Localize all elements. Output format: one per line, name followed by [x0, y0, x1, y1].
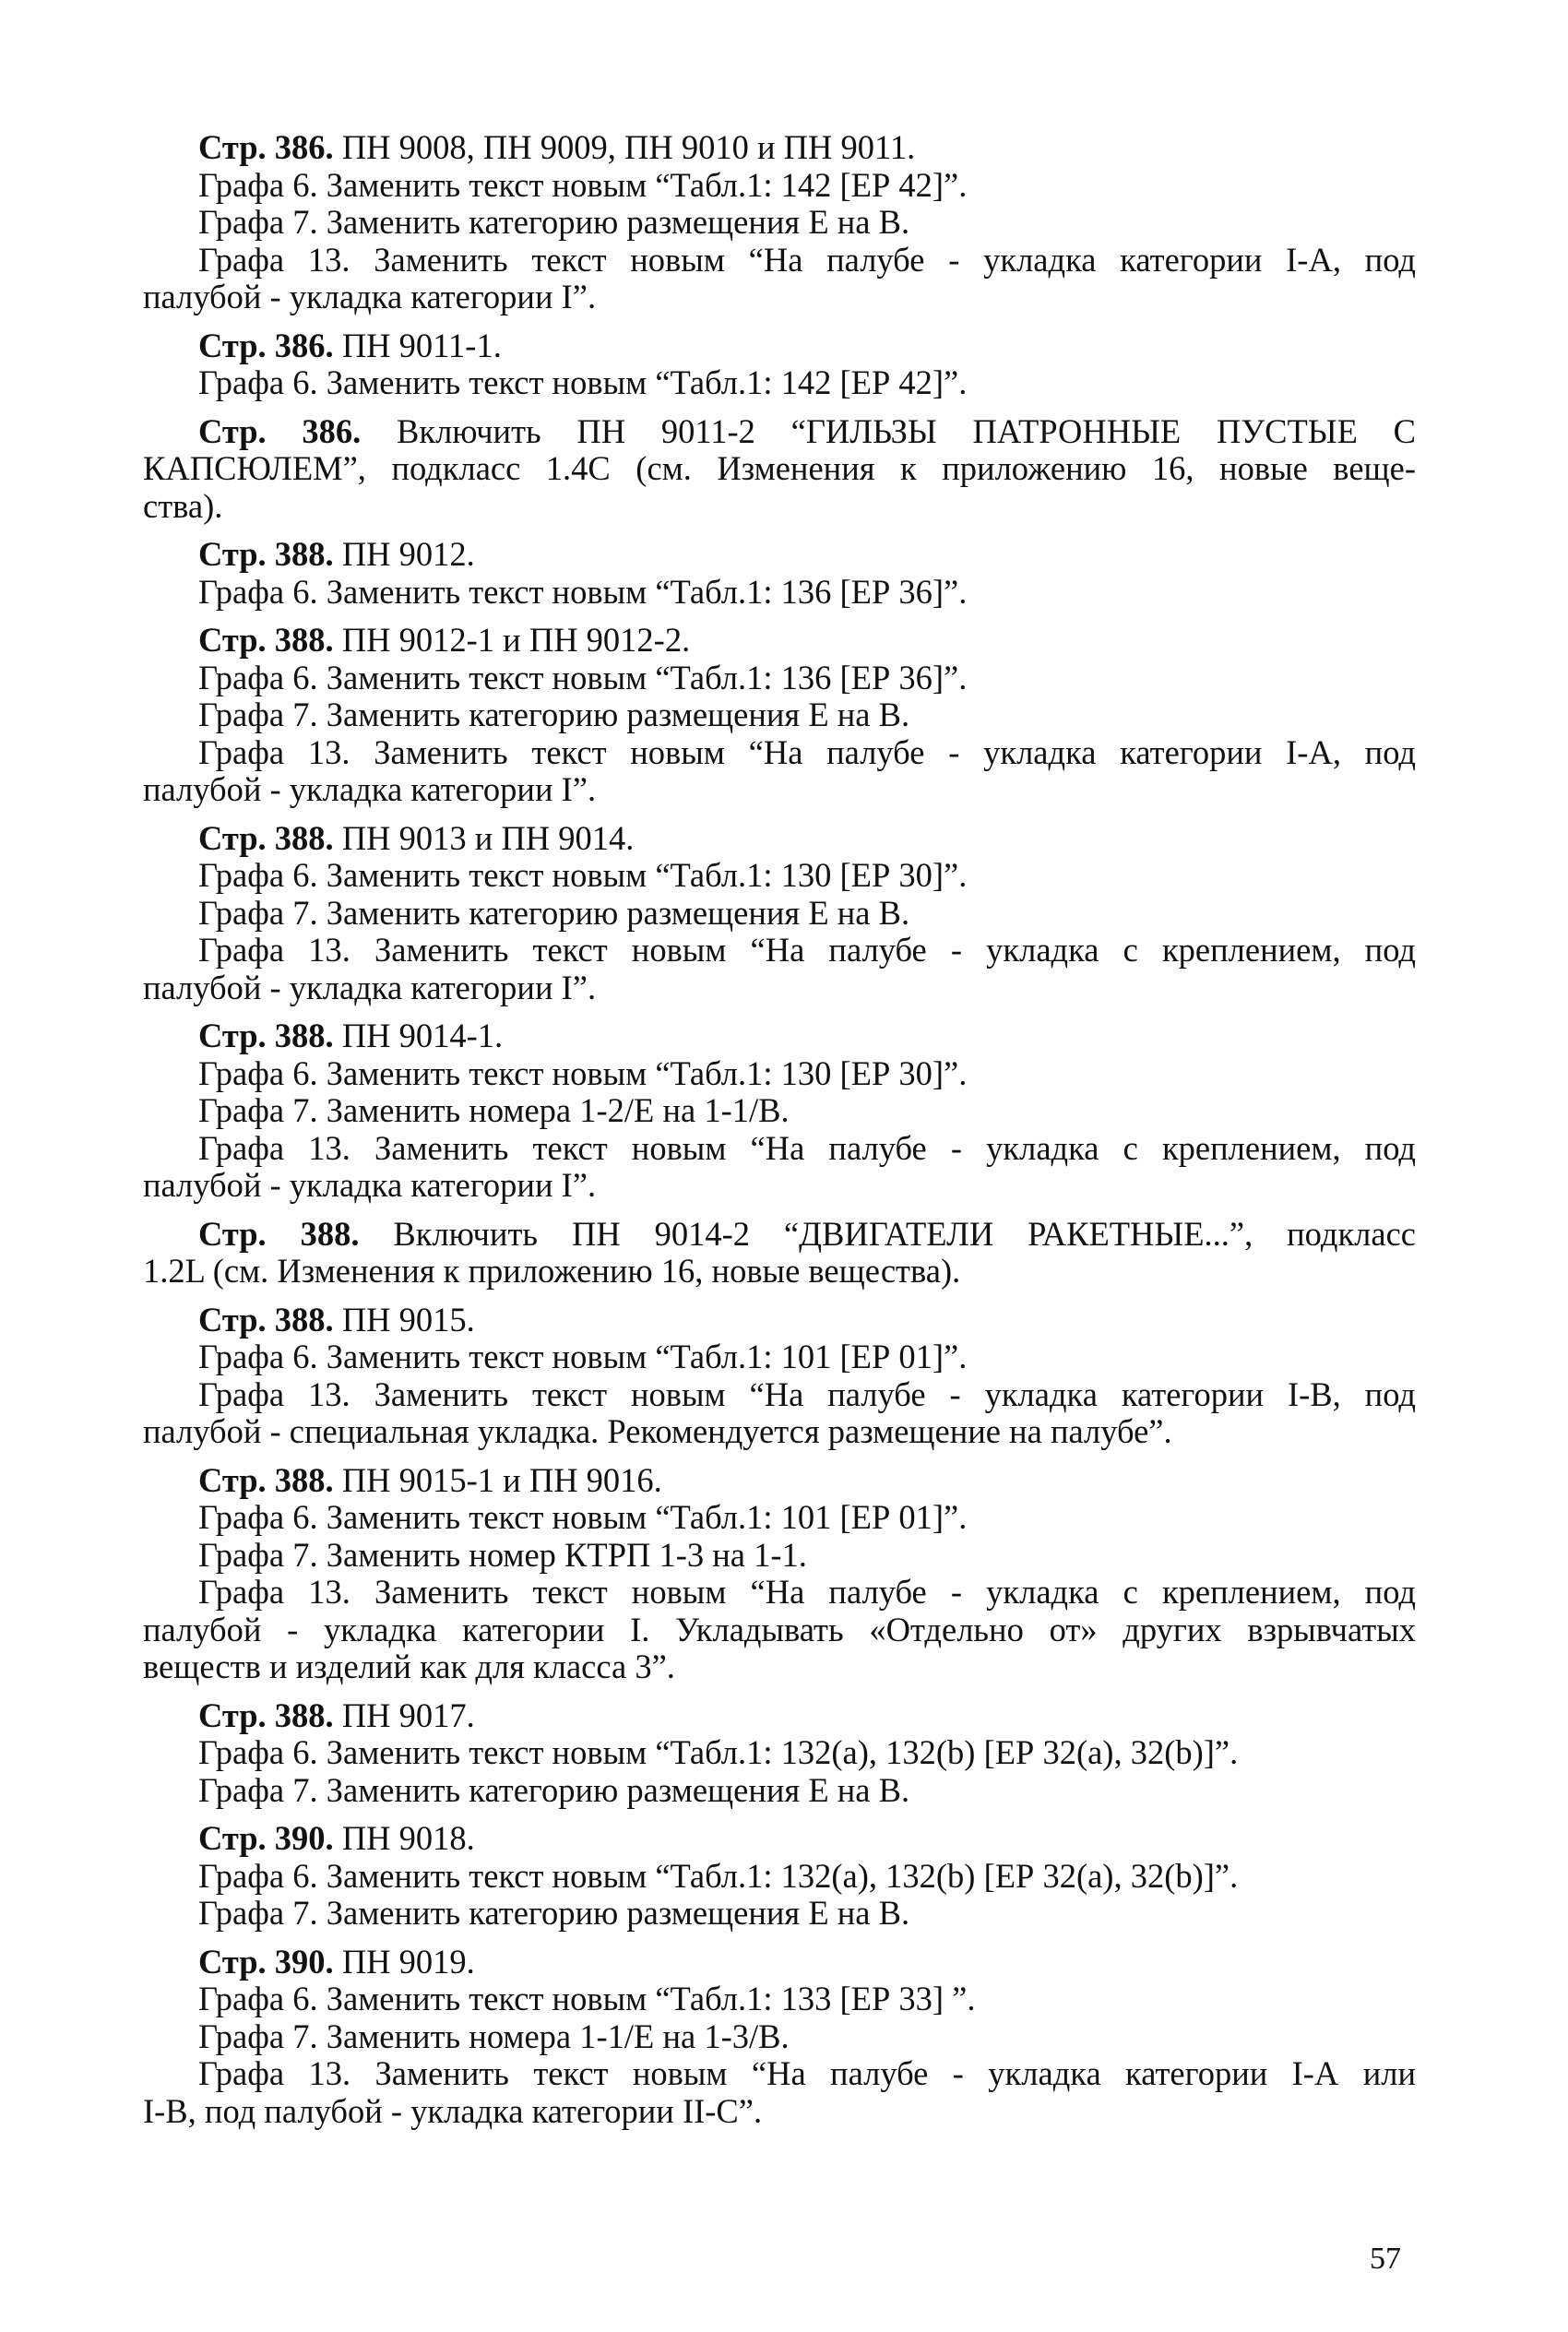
heading-text: ПН 9013 и ПН 9014.	[341, 818, 635, 857]
instruction-line-continued: палубой - укладка категории I. Укладывать «Отдельно от» других взрывчатых	[143, 1610, 1416, 1648]
instruction-line-continued: палубой - укладка категории I”.	[143, 770, 597, 808]
instruction-line-continued: I-В, под палубой - укладка категории II-С”.	[143, 2091, 763, 2130]
heading-continued: ства).	[143, 486, 223, 525]
entry	[143, 820, 1416, 1007]
entry	[143, 1697, 1416, 1810]
entry	[143, 413, 1416, 526]
instruction-line: Графа 13. Заменить текст новым “На палубе - укладка с креплением, под	[198, 1128, 1416, 1167]
instruction-line: Графа 7. Заменить категорию размещения Е на В.	[198, 893, 910, 932]
instruction-line: Графа 6. Заменить текст новым “Табл.1: 136 [ЕР 36]”.	[198, 658, 968, 696]
instruction-line: Графа 6. Заменить текст новым “Табл.1: 130 [ЕР 30]”.	[198, 1053, 968, 1092]
heading-continued: 1.2L (см. Изменения к приложению 16, новые вещества).	[143, 1252, 961, 1290]
instruction-line: Графа 13. Заменить текст новым “На палубе - укладка категории I-А, под	[198, 240, 1416, 279]
instruction-line: Графа 13. Заменить текст новым “На палубе - укладка категории I-А или	[198, 2054, 1416, 2092]
page-reference: Стр. 390.	[198, 1942, 334, 1981]
entry	[143, 622, 1416, 809]
entry-heading	[143, 1462, 1416, 1500]
instruction-line: Графа 6. Заменить текст новым “Табл.1: 132(a), 132(b) [ЕР 32(a), 32(b)]”.	[198, 1733, 1239, 1771]
instruction-line: Графа 7. Заменить категорию размещения Е на В.	[198, 1770, 910, 1809]
instruction-line: Графа 7. Заменить категорию размещения Е на В.	[198, 203, 910, 241]
page-reference: Стр. 388.	[198, 1300, 334, 1339]
instruction-line: Графа 13. Заменить текст новым “На палубе - укладка категории I-В, под	[198, 1374, 1416, 1413]
instruction-line: Графа 6. Заменить текст новым “Табл.1: 136 [ЕР 36]”.	[198, 572, 968, 611]
instruction-line: Графа 7. Заменить категорию размещения Е на В.	[198, 696, 910, 733]
entry-heading	[143, 1017, 1416, 1055]
heading-text: Включить ПН 9014-2 “ДВИГАТЕЛИ РАКЕТНЫЕ...”, подкласс	[393, 1214, 1416, 1253]
entry	[143, 536, 1416, 611]
instruction-line: Графа 7. Заменить категорию размещения Е на В.	[198, 1894, 910, 1932]
heading-text: ПН 9011-1.	[341, 326, 502, 364]
entry-heading	[143, 1944, 1416, 1981]
entry	[143, 1216, 1416, 1291]
instruction-line: Графа 13. Заменить текст новым “На палубе - укладка категории I-А, под	[198, 732, 1416, 771]
entry-heading	[143, 820, 1416, 858]
entry	[143, 1944, 1416, 2131]
instruction-line-continued: палубой - укладка категории I”.	[143, 1166, 597, 1204]
instruction-line: Графа 6. Заменить текст новым “Табл.1: 133 [ЕР 33] ”.	[198, 1980, 976, 2017]
page-number: 57	[1370, 2242, 1401, 2276]
instruction-line: Графа 6. Заменить текст новым “Табл.1: 101 [ЕР 01]”.	[198, 1498, 968, 1536]
instruction-line-continued: палубой - специальная укладка. Рекомендуется размещение на палубе”.	[143, 1412, 1172, 1450]
heading-text: ПН 9019.	[341, 1942, 475, 1981]
heading-text: Включить ПН 9011-2 “ГИЛЬЗЫ ПАТРОННЫЕ ПУСТЫЕ С	[397, 411, 1416, 450]
entry	[143, 1017, 1416, 1205]
page-reference: Стр. 386.	[198, 128, 334, 166]
page-reference: Стр. 388.	[198, 1460, 334, 1499]
heading-continued: КАПСЮЛЕМ”, подкласс 1.4С (см. Изменения к приложению 16, новые веще-	[143, 449, 1416, 487]
document-body	[143, 129, 1416, 2141]
instruction-line: Графа 6. Заменить текст новым “Табл.1: 132(a), 132(b) [ЕР 32(a), 32(b)]”.	[198, 1856, 1239, 1895]
heading-text: ПН 9014-1.	[341, 1017, 504, 1054]
page-reference: Стр. 388.	[198, 818, 334, 857]
page-reference: Стр. 388.	[198, 1695, 334, 1734]
heading-text: ПН 9012.	[341, 535, 475, 573]
heading-text: ПН 9018.	[341, 1819, 475, 1857]
entry-heading	[143, 1302, 1416, 1339]
entry	[143, 1302, 1416, 1451]
entry-heading	[143, 1216, 1416, 1254]
entry-heading	[143, 327, 1416, 365]
instruction-line: Графа 7. Заменить номера 1-1/Е на 1-3/В.	[198, 2017, 790, 2055]
heading-text: ПН 9008, ПН 9009, ПН 9010 и ПН 9011.	[341, 128, 916, 166]
entry-heading	[143, 129, 1416, 167]
instruction-line-continued: веществ и изделий как для класса 3”.	[143, 1648, 675, 1685]
entry-heading	[143, 1820, 1416, 1858]
instruction-line: Графа 6. Заменить текст новым “Табл.1: 130 [ЕР 30]”.	[198, 856, 968, 894]
entry-heading	[143, 622, 1416, 660]
heading-text: ПН 9017.	[341, 1695, 475, 1734]
instruction-line: Графа 7. Заменить номер КТРП 1-3 на 1-1.	[198, 1535, 807, 1574]
heading-text: ПН 9015.	[341, 1300, 475, 1339]
entry	[143, 1820, 1416, 1933]
instruction-line: Графа 6. Заменить текст новым “Табл.1: 142 [ЕР 42]”.	[198, 165, 968, 204]
page-reference: Стр. 386.	[198, 411, 362, 450]
instruction-line: Графа 7. Заменить номера 1-2/Е на 1-1/В.	[198, 1091, 790, 1129]
heading-text: ПН 9012-1 и ПН 9012-2.	[341, 621, 691, 659]
page-reference: Стр. 390.	[198, 1819, 334, 1857]
instruction-line: Графа 13. Заменить текст новым “На палубе - укладка с креплением, под	[198, 931, 1416, 969]
page-reference: Стр. 388.	[198, 1017, 334, 1054]
entry-heading	[143, 536, 1416, 574]
heading-text: ПН 9015-1 и ПН 9016.	[341, 1460, 662, 1499]
instruction-line: Графа 6. Заменить текст новым “Табл.1: 142 [ЕР 42]”.	[198, 363, 968, 401]
entry-heading	[143, 413, 1416, 451]
entry-heading	[143, 1697, 1416, 1735]
entry	[143, 129, 1416, 316]
page-reference: Стр. 388.	[198, 1214, 360, 1253]
instruction-line-continued: палубой - укладка категории I”.	[143, 278, 597, 315]
instruction-line: Графа 6. Заменить текст новым “Табл.1: 101 [ЕР 01]”.	[198, 1338, 968, 1375]
instruction-line-continued: палубой - укладка категории I”.	[143, 968, 597, 1006]
entry	[143, 1462, 1416, 1686]
page-reference: Стр. 388.	[198, 621, 334, 659]
page-reference: Стр. 386.	[198, 326, 334, 364]
instruction-line: Графа 13. Заменить текст новым “На палубе - укладка с креплением, под	[198, 1573, 1416, 1611]
entry	[143, 327, 1416, 402]
page-reference: Стр. 388.	[198, 535, 334, 573]
